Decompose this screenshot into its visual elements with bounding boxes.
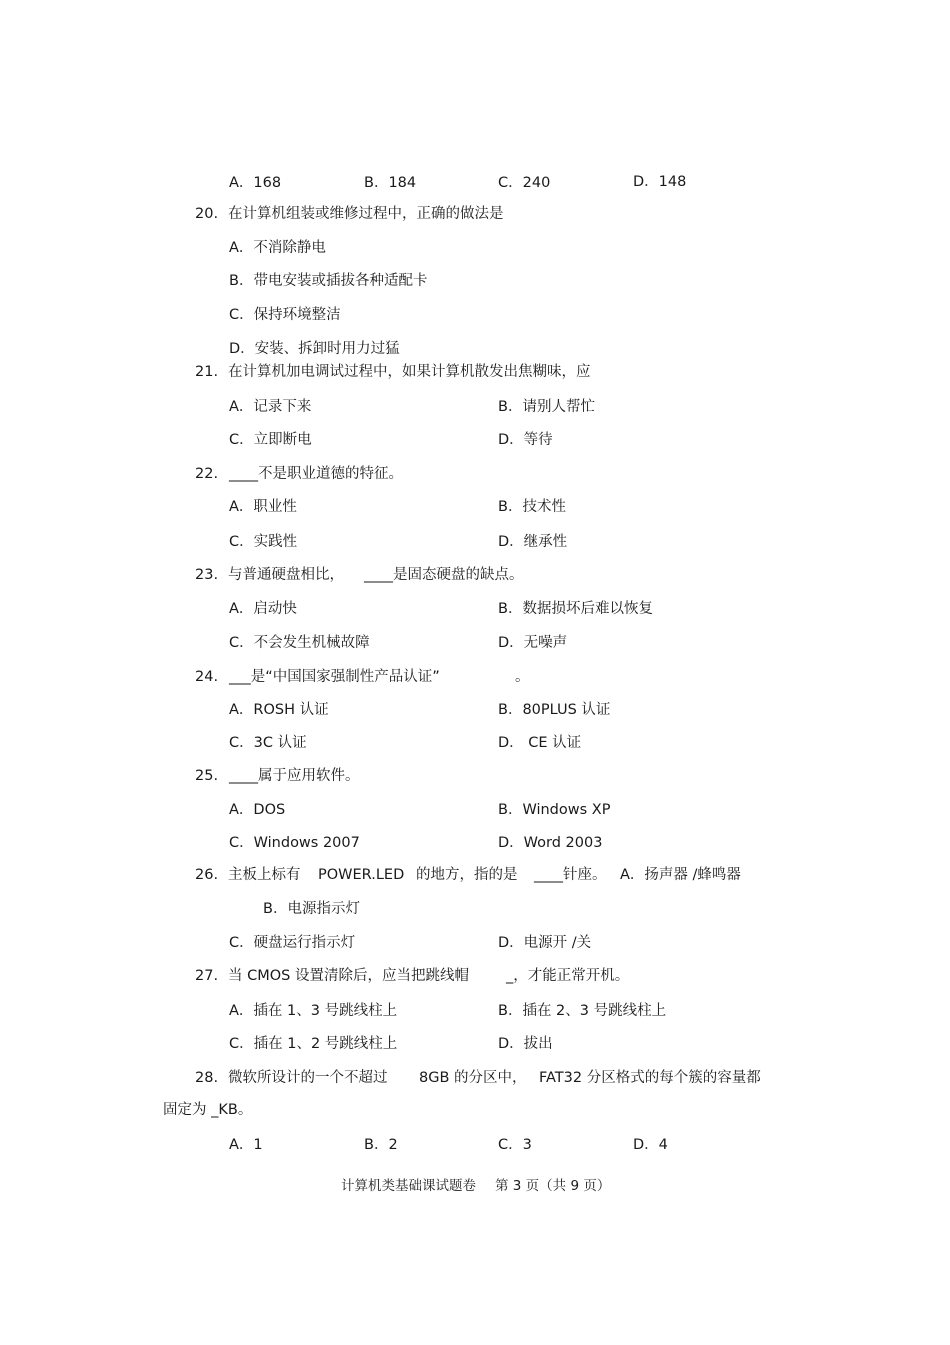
q22-option-d: D．继承性 — [498, 534, 568, 550]
q24-stem-part2: 。 — [515, 669, 530, 685]
q27-stem-part1: 当 CMOS 设置清除后，应当把跳线帽 — [228, 968, 469, 984]
q22-number: 22. — [195, 466, 219, 482]
q26-stem-part1: 主板上标有 — [228, 867, 301, 883]
q27-option-c: C．插在 1、2 号跳线柱上 — [229, 1036, 398, 1052]
q24-option-a: A．ROSH 认证 — [229, 702, 329, 718]
q25-option-a: A．DOS — [229, 802, 286, 818]
q28-stem-part3: FAT32 分区格式的每个簇的容量都 — [539, 1070, 761, 1086]
q26-option-b: B．电源指示灯 — [263, 901, 360, 917]
q28-stem-line2: 固定为 _KB。 — [163, 1102, 253, 1118]
q21-option-d: D．等待 — [498, 432, 553, 448]
q23-stem-part1: 与普通硬盘相比， — [228, 567, 344, 583]
q26-option-c: C．硬盘运行指示灯 — [229, 935, 356, 951]
q20-option-c: C．保持环境整洁 — [229, 307, 341, 323]
q20-number: 20. — [195, 206, 219, 222]
q25-option-d: D．Word 2003 — [498, 835, 603, 851]
q25-stem: ____属于应用软件。 — [229, 768, 360, 784]
q25-option-b: B．Windows XP — [498, 802, 611, 818]
q22-option-a: A．职业性 — [229, 499, 297, 515]
q23-option-a: A．启动快 — [229, 601, 297, 617]
footer-page-number: 第 3 页（共 9 页） — [495, 1178, 611, 1194]
q26-number: 26. — [195, 867, 219, 883]
q25-number: 25. — [195, 768, 219, 784]
q23-number: 23. — [195, 567, 219, 583]
q19-option-d: D．148 — [633, 174, 687, 190]
q28-stem-part1: 微软所设计的一个不超过 — [228, 1070, 388, 1086]
q27-option-d: D．拔出 — [498, 1036, 553, 1052]
q28-option-c: C．3 — [498, 1137, 532, 1153]
q20-option-b: B．带电安装或插拔各种适配卡 — [229, 273, 428, 289]
q24-option-c: C．3C 认证 — [229, 735, 307, 751]
q27-option-a: A．插在 1、3 号跳线柱上 — [229, 1003, 398, 1019]
q19-option-c: C．240 — [498, 175, 551, 191]
q26-stem-part2: POWER.LED — [318, 867, 405, 883]
q24-option-d: D． CE 认证 — [498, 735, 582, 751]
q26-stem-part3: 的地方，指的是 — [416, 867, 518, 883]
q26-option-a: A．扬声器 /蜂鸣器 — [620, 867, 741, 883]
q25-option-c: C．Windows 2007 — [229, 835, 360, 851]
footer-course-title: 计算机类基础课试题卷 — [341, 1178, 476, 1194]
q26-stem-part4: ____针座。 — [534, 867, 607, 883]
q21-option-c: C．立即断电 — [229, 432, 312, 448]
q21-number: 21. — [195, 364, 219, 380]
q22-stem: ____不是职业道德的特征。 — [229, 466, 403, 482]
q28-option-d: D．4 — [633, 1137, 668, 1153]
q23-stem-part2: ____是固态硬盘的缺点。 — [364, 567, 524, 583]
q21-option-b: B．请别人帮忙 — [498, 399, 595, 415]
q23-option-b: B．数据损坏后难以恢复 — [498, 601, 653, 617]
q19-option-b: B．184 — [364, 175, 417, 191]
q28-stem-part2: 8GB 的分区中， — [419, 1070, 527, 1086]
q23-option-d: D．无噪声 — [498, 635, 568, 651]
q22-option-c: C．实践性 — [229, 534, 298, 550]
q20-option-d: D．安装、拆卸时用力过猛 — [229, 341, 400, 357]
q28-option-a: A．1 — [229, 1137, 263, 1153]
q27-stem-part2: _，才能正常开机。 — [506, 968, 630, 984]
q27-number: 27. — [195, 968, 219, 984]
q20-stem: 在计算机组装或维修过程中，正确的做法是 — [228, 206, 504, 222]
q21-stem: 在计算机加电调试过程中，如果计算机散发出焦糊味，应 — [228, 364, 591, 380]
q20-option-a: A．不消除静电 — [229, 240, 326, 256]
q19-option-a: A．168 — [229, 175, 282, 191]
q28-option-b: B．2 — [364, 1137, 398, 1153]
q26-option-d: D．电源开 /关 — [498, 935, 592, 951]
q24-option-b: B．80PLUS 认证 — [498, 702, 611, 718]
q22-option-b: B．技术性 — [498, 499, 566, 515]
q24-number: 24. — [195, 669, 219, 685]
q28-number: 28. — [195, 1070, 219, 1086]
q24-stem-part1: ___是“中国国家强制性产品认证” — [229, 669, 440, 685]
q23-option-c: C．不会发生机械故障 — [229, 635, 370, 651]
q21-option-a: A．记录下来 — [229, 399, 312, 415]
q27-option-b: B．插在 2、3 号跳线柱上 — [498, 1003, 667, 1019]
